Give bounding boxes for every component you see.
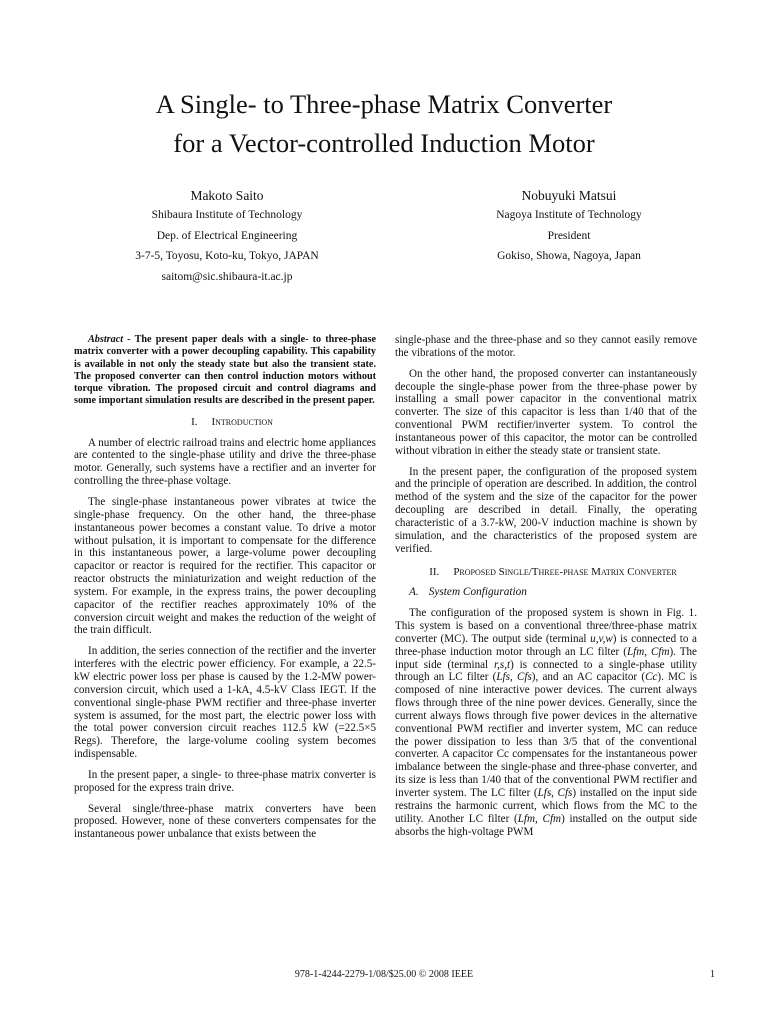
right-column [395,334,697,846]
section-title: Introduction [211,415,273,428]
section-heading-proposed [395,566,697,579]
author-address: 3-7-5, Toyosu, Koto-ku, Tokyo, JAPAN [135,250,319,262]
paragraph: Several single/three-phase matrix converters have been proposed. However, none of these converters compensates for the instantaneous power unbalance that exists between the [74,802,376,841]
section-number: I. [191,415,198,428]
left-column [74,334,376,849]
paragraph: In the present paper, a single- to three-phase matrix converter is proposed for the express train drive. [74,768,376,794]
paragraph-system-configuration: The configuration of the proposed system is shown in Fig. 1. This system is based on a conventional three/three-phase matrix converter (MC). The output side (terminal u,v,w) is connected to a three-phase induction motor through an LC filter (Lfm, Cfm). The input side (terminal r,s,t) is connected to a single-phase utility through an LC filter (Lfs, Cfs), and an AC capacitor (Cc). MC is composed of nine interactive power devices. The current always flows through three of the nine power devices. Generally, since the current always flows through five power devices in the alternative conventional PWM rectifier and inverter system, MC can reduce the power dissipation to less than 3/5 that of the conventional converter. A capacitor Cc compensates for the instantaneous power imbalance between the single-phase and three-phase converter, and its size is less than 1/40 that of the conventional PWM rectifier and inverter system. The LC filter (Lfs, Cfs) installed on the input side restrains the harmonic current, which flows from the MC to the utility. Another LC filter (Lfm, Cfm) installed on the output side absorbs the high-voltage PWM [395,607,697,838]
abstract-text: The present paper deals with a single- to three-phase matrix converter with a power decoupling capability. This capability is available in not only the steady state but also the transient state. The proposed converter can then control induction motors without torque vibration. The proposed circuit and control diagrams and some important simulation results are described in the present paper. [74,334,376,407]
author-department: Dep. of Electrical Engineering [156,230,298,242]
section-title: Proposed Single/Three-phase Matrix Converter [453,565,677,578]
paragraph: A number of electric railroad trains and electric home appliances are contented to the single-phase utility and drive the three-phase motor. Generally, such systems have a rectifier and an inverter for controlling the three-phase voltage. [74,436,376,488]
abstract [74,334,376,408]
paragraph: The single-phase instantaneous power vibrates at twice the single-phase frequency. On the other hand, the three-phase instantaneous power becomes a constant value. To drive a motor without pulsation, it is important to compensate for the difference in this instantaneous power, a large-volume power decoupling capacitor or reactor is required for the rectifier. This capacitor or reactor obstructs the miniaturization and weight reduction of the system. For example, in the express trains, the power decoupling capacitor of the rectifier reaches approximately 10% of the conversion circuit weight and makes the reduction of the weight of the train difficult. [74,496,376,637]
author-name: Makoto Saito [190,188,264,203]
section-heading-introduction [74,416,376,429]
author-affiliation: Shibaura Institute of Technology [151,209,303,221]
paragraph-continued: single-phase and the three-phase and so they cannot easily remove the vibrations of the motor. [395,334,697,359]
paragraph: In the present paper, the configuration of the proposed system and the principle of operation are described. In addition, the control method of the system and the size of the capacitor for the power decoupling are described in detail. Finally, the operating characteristic of a 3.7-kW, 200-V induction machine is shown by simulation, and the characteristics of the proposed system are verified. [395,465,697,555]
author-address: Gokiso, Showa, Nagoya, Japan [497,250,641,262]
abstract-lead: Abstract - [88,334,131,345]
author-name: Nobuyuki Matsui [521,188,617,203]
paragraph: On the other hand, the proposed converter can instantaneously decouple the single-phase power from the three-phase power by installing a small power capacitor in the conventional matrix converter. The size of this capacitor is less than 1/40 that of the conventional PWM rectifier/inverter system. To control the instantaneous power of this capacitor, the motor can be controlled without vibration in either the steady state or transient state. [395,367,697,457]
paper-title-line2: for a Vector-controlled Induction Motor [173,128,595,158]
subsection-title: System Configuration [428,586,527,599]
section-number: II. [429,565,440,578]
paper-title-line1: A Single- to Three-phase Matrix Converter [155,89,613,119]
author-affiliation: Nagoya Institute of Technology [496,209,642,221]
author-position: President [547,230,591,242]
author-email: saitom@sic.shibaura-it.ac.jp [161,271,293,283]
paragraph: In addition, the series connection of the rectifier and the inverter interferes with the electric power efficiency. For example, a 22.5-kW electric power loss per phase is caused by the 1.2-MW power-conversion circuit, which used a 1-kA, 4.5-kV Class IEGT. If the conventional single-phase PWM rectifier and three-phase inverter system is assumed, for the most part, the electric power loss with the total power conversion circuit reaches 112.5 kW (=22.5×5 Regs). Therefore, the large-volume cooling system becomes indispensable. [74,645,376,761]
subsection-heading [395,586,697,599]
page-number: 1 [710,969,715,980]
copyright-footer: 978-1-4244-2279-1/08/$25.00 © 2008 IEEE [294,969,474,980]
subsection-label: A. [409,586,419,599]
